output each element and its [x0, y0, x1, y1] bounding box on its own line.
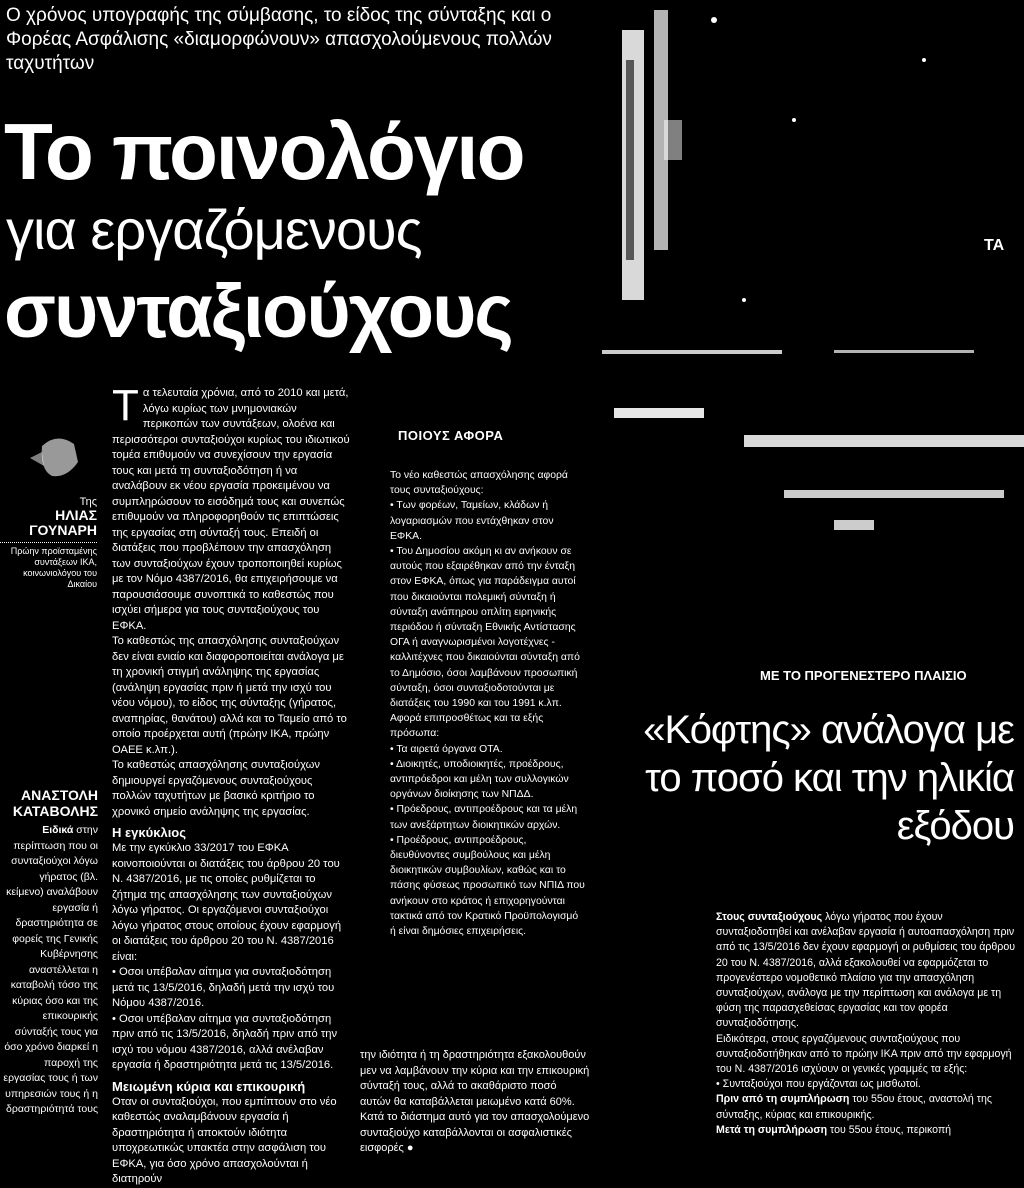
article-paragraph: Το καθεστώς απασχόλησης συνταξιούχων δημιουργεί εργαζόμενους συνταξιούχους πολλών ταχυτήτων με βασικό κριτήριο το χρονικό σημείο ανάληψης της εργασίας.	[112, 759, 320, 818]
box-heading-who: ΠΟΙΟΥΣ ΑΦΟΡΑ	[398, 428, 504, 443]
box-kicker: ΜΕ ΤΟ ΠΡΟΓΕΝΕΣΤΕΡΟ ΠΛΑΙΣΙΟ	[760, 668, 967, 683]
box-paragraph: Πριν από τη συμπλήρωση του 55ου έτους, αναστολή της σύνταξης, κύριας και επικουρικής.	[716, 1093, 992, 1121]
headline-line3: συνταξιούχους	[4, 269, 512, 354]
sidebar-body: στην περίπτωση που οι συνταξιούχοι λόγω γήρατος (βλ. κείμενο) αναλάβουν εργασία ή δραστηριότητα σε φορείς της Γενικής Κυβέρνησης αναστέλλεται η καταβολή τόσο της κύριας όσο και της επικουρικής σύνταξής τους για όσο χρόνο διαρκεί η παροχή της εργασίας τους ή των υπηρεσιών τους ή η δραστηριότητά τους	[3, 824, 98, 1115]
author-prefix: Της	[79, 496, 97, 508]
author-photo	[12, 418, 102, 493]
sidebar-lead: Ειδικά	[42, 824, 74, 836]
svg-text:TA: TA	[984, 237, 1005, 254]
sidebar-heading: ΑΝΑΣΤΟΛΗ ΚΑΤΑΒΟΛΗΣ	[12, 787, 98, 819]
article-bullet: • Οσοι υπέβαλαν αίτημα για συνταξιοδότηση μετά τις 13/5/2016, δηλαδή μετά την ισχύ του Νόμου 4387/2016.	[112, 966, 335, 1009]
box-paragraph: Στους συνταξιούχους λόγω γήρατος που έχουν συνταξιοδοτηθεί και ανέλαβαν εργασία ή αυτοαπασχόληση πριν από τις 13/5/2016 δεν έχουν εφαρμογή οι ρυθμίσεις του άρθρου 20 του Ν. 4387/2016, αλλά εξακολουθεί να εφαρμόζεται το προγενέστερο νομοθετικό πλαίσιο για την απασχόληση συνταξιούχων, ανάλογα με την περίπτωση και ανάλογα με τη φύση της παρασχεθείσας εργασίας και τον φορέα συνταξιοδότησης.	[716, 911, 1016, 1030]
box-who-concerns	[390, 468, 585, 939]
article-paragraph: Οταν οι συνταξιούχοι, που εμπίπτουν στο νέο καθεστώς αναλαμβάνουν εργασία ή δραστηριότητα ή αποκτούν ιδιότητα υποχρεωτικώς υπακτέα στην ασφάλιση του ΕΦΚΑ, για όσο χρόνο απασχολούνται ή διατηρούν	[112, 1095, 337, 1185]
article-paragraph: α τελευταία χρόνια, από το 2010 και μετά, λόγω κυρίως των μνημονιακών περικοπών των συντάξεων, ολοένα και περισσότεροι συνταξιούχοι κυρίως του ιδιωτικού τομέα επιθυμούν να συνεχίσουν την εργασία τους και μετά τη συνταξιοδότηση ή να αναλάβουν εκ νέου εργασία προκειμένου να συμπληρώσουν το εισόδημά τους και συνεπώς επιθυμούν να πληροφορηθούν τις επιπτώσεις της εργασίας στη σύνταξή τους. Επειδή οι διατάξεις που προβλέπουν την απασχόληση των συνταξιούχων έχουν τροποποιηθεί κυρίως με τον Νόμο 4387/2016, θα επιχειρήσουμε να παρουσιάσουμε συνοπτικά το καθεστώς που ισχύει σήμερα για τους συνταξιούχους του ΕΦΚΑ.	[112, 387, 350, 632]
box-bullet: • Πρόεδρους, αντιπροέδρους και τα μέλη των ανεξάρτητων διοικητικών αρχών.	[390, 804, 578, 831]
subheading-circular: Η εγκύκλιος	[112, 825, 187, 840]
hero-photo	[594, 0, 1024, 640]
drop-cap: Τ	[112, 381, 139, 430]
box-title: «Κόφτης» ανάλογα με το ποσό και την ηλικία εξόδου	[643, 708, 1014, 848]
box-paragraph: Ειδικότερα, στους εργαζόμενους συνταξιούχους που συνταξιοδοτήθηκαν από το πρώην ΙΚΑ πριν από την εφαρμογή του Ν. 4387/2016 ισχύουν οι γενικές γραμμές τα εξής:	[716, 1032, 1012, 1076]
sidebar-text	[0, 823, 98, 1118]
box-paragraph: Το νέο καθεστώς απασχόλησης αφορά τους συνταξιούχους:	[390, 470, 568, 497]
box-bullet: • Προέδρους, αντιπροέδρους, διευθύνοντες συμβούλους και μέλη διοικητικών συμβουλίων, καθώς και το πάσης φύσεως προσωπικό των ΝΠΙΔ που ανήκουν στο κράτος ή επιχορηγούνται τακτικά από τον Κρατικό Προϋπολογισμό ή είναι δημόσιες επιχειρήσεις.	[390, 834, 585, 938]
article-paragraph: Το καθεστώς της απασχόλησης συνταξιούχων δεν είναι ενιαίο και διαφοροποιείται ανάλογα με τη χρονική στιγμή ανάληψης της εργασίας (ανάληψη εργασίας πριν ή μετά την ισχύ του νέου νόμου), το είδος της σύνταξης (γήρατος, αναπηρίας, θανάτου) αλλά και το Ταμείο από το οποίο προέρχεται αυτή (πρώην ΙΚΑ, πρώην ΟΑΕΕ κ.λπ.).	[112, 635, 347, 756]
author-box	[0, 496, 97, 590]
box-paragraph: Μετά τη συμπλήρωση του 55ου έτους, περικοπή	[716, 1123, 952, 1136]
author-role: Πρώην προϊσταμένης συντάξεων ΙΚΑ, κοινωνιολόγου του Δικαίου	[0, 542, 97, 590]
article-paragraph: Με την εγκύκλιο 33/2017 του ΕΦΚΑ κοινοποιούνται οι διατάξεις του άρθρου 20 του Ν. 4387/2016, με τις οποίες ρυθμίζεται το ζήτημα της απασχόλησης των συνταξιούχων λόγω γήρατος. Οι εργαζόμενοι συνταξιούχοι λόγω γήρατος στους οποίους έχουν εφαρμογή οι διατάξεις του άρθρου 20 του Ν. 4387/2016 είναι:	[112, 842, 342, 963]
author-name-last: ΓΟΥΝΑΡΗ	[29, 522, 97, 538]
box-bullet: • Συνταξιούχοι που εργάζονται ως μισθωτοί.	[716, 1078, 921, 1091]
box-bullet: • Τα αιρετά όργανα ΟΤΑ.	[390, 743, 503, 755]
subheading-reduced: Μειωμένη κύρια και επικουρική	[112, 1078, 306, 1094]
article-bullet: • Οσοι υπέβαλαν αίτημα για συνταξιοδότηση πριν από τις 13/5/2016, δηλαδή πριν από την ισχύ του νόμου 4387/2016, αλλά ανέλαβαν εργασία ή δραστηριότητα μετά τις 13/5/2016.	[112, 1012, 338, 1071]
main-article-column	[112, 381, 352, 1188]
kicker: Ο χρόνος υπογραφής της σύμβασης, το είδος της σύνταξης και ο Φορέας Ασφάλισης «διαμορφώνουν» απασχολούμενους πολλών ταχυτήτων	[6, 5, 552, 74]
author-name-first: ΗΛΙΑΣ	[55, 507, 97, 523]
box-lead: Στους συνταξιούχους	[716, 911, 823, 923]
sidebar-box	[0, 787, 98, 1118]
box-paragraph: Αφορά επιπροσθέτως και τα εξής πρόσωπα:	[390, 713, 544, 740]
headline-line1: Το ποινολόγιο	[4, 107, 524, 196]
article-continuation: την ιδιότητα ή τη δραστηριότητα εξακολουθούν μεν να λαμβάνουν την κύρια και την επικουρική σύνταξή τους, αλλά το ακαθάριστο ποσό αυτών θα καταβάλλεται μειωμένο κατά 60%. Κατά το διάστημα αυτό για τον απασχολούμενο συνταξιούχο καταβάλλονται οι ασφαλιστικές εισφορές ●	[360, 1049, 590, 1154]
box-previous-framework	[716, 910, 1016, 1138]
box-bullet: • Των φορέων, Ταμείων, κλάδων ή λογαριασμών που εντάχθηκαν στον ΕΦΚΑ.	[390, 500, 554, 542]
headline-line2: για εργαζόμενους	[6, 198, 422, 261]
box-bullet: • Του Δημοσίου ακόμη κι αν ανήκουν σε αυτούς που εξαιρέθηκαν από την ένταξη στον ΕΦΚΑ, όπως για παράδειγμα αυτοί που δικαιούνται πολεμική σύνταξη ή σύνταξη ανάπηρου οπλίτη ειρηνικής περιόδου ή σύνταξη Εθνικής Αντίστασης ΟΓΑ ή αναγνωρισμένοι λογοτέχνες - καλλιτέχνες που δικαιούνται σύνταξη από το Δημόσιο, όσοι λαμβάνουν προσωπική σύνταξη, όσοι συνταξιοδοτούνται με διατάξεις του 1990 και του 1991 κ.λπ.	[390, 546, 580, 710]
box-bullet: • Διοικητές, υποδιοικητές, προέδρους, αντιπρόεδροι και μέλη των συλλογικών οργάνων διοίκησης των ΝΠΔΔ.	[390, 758, 569, 801]
